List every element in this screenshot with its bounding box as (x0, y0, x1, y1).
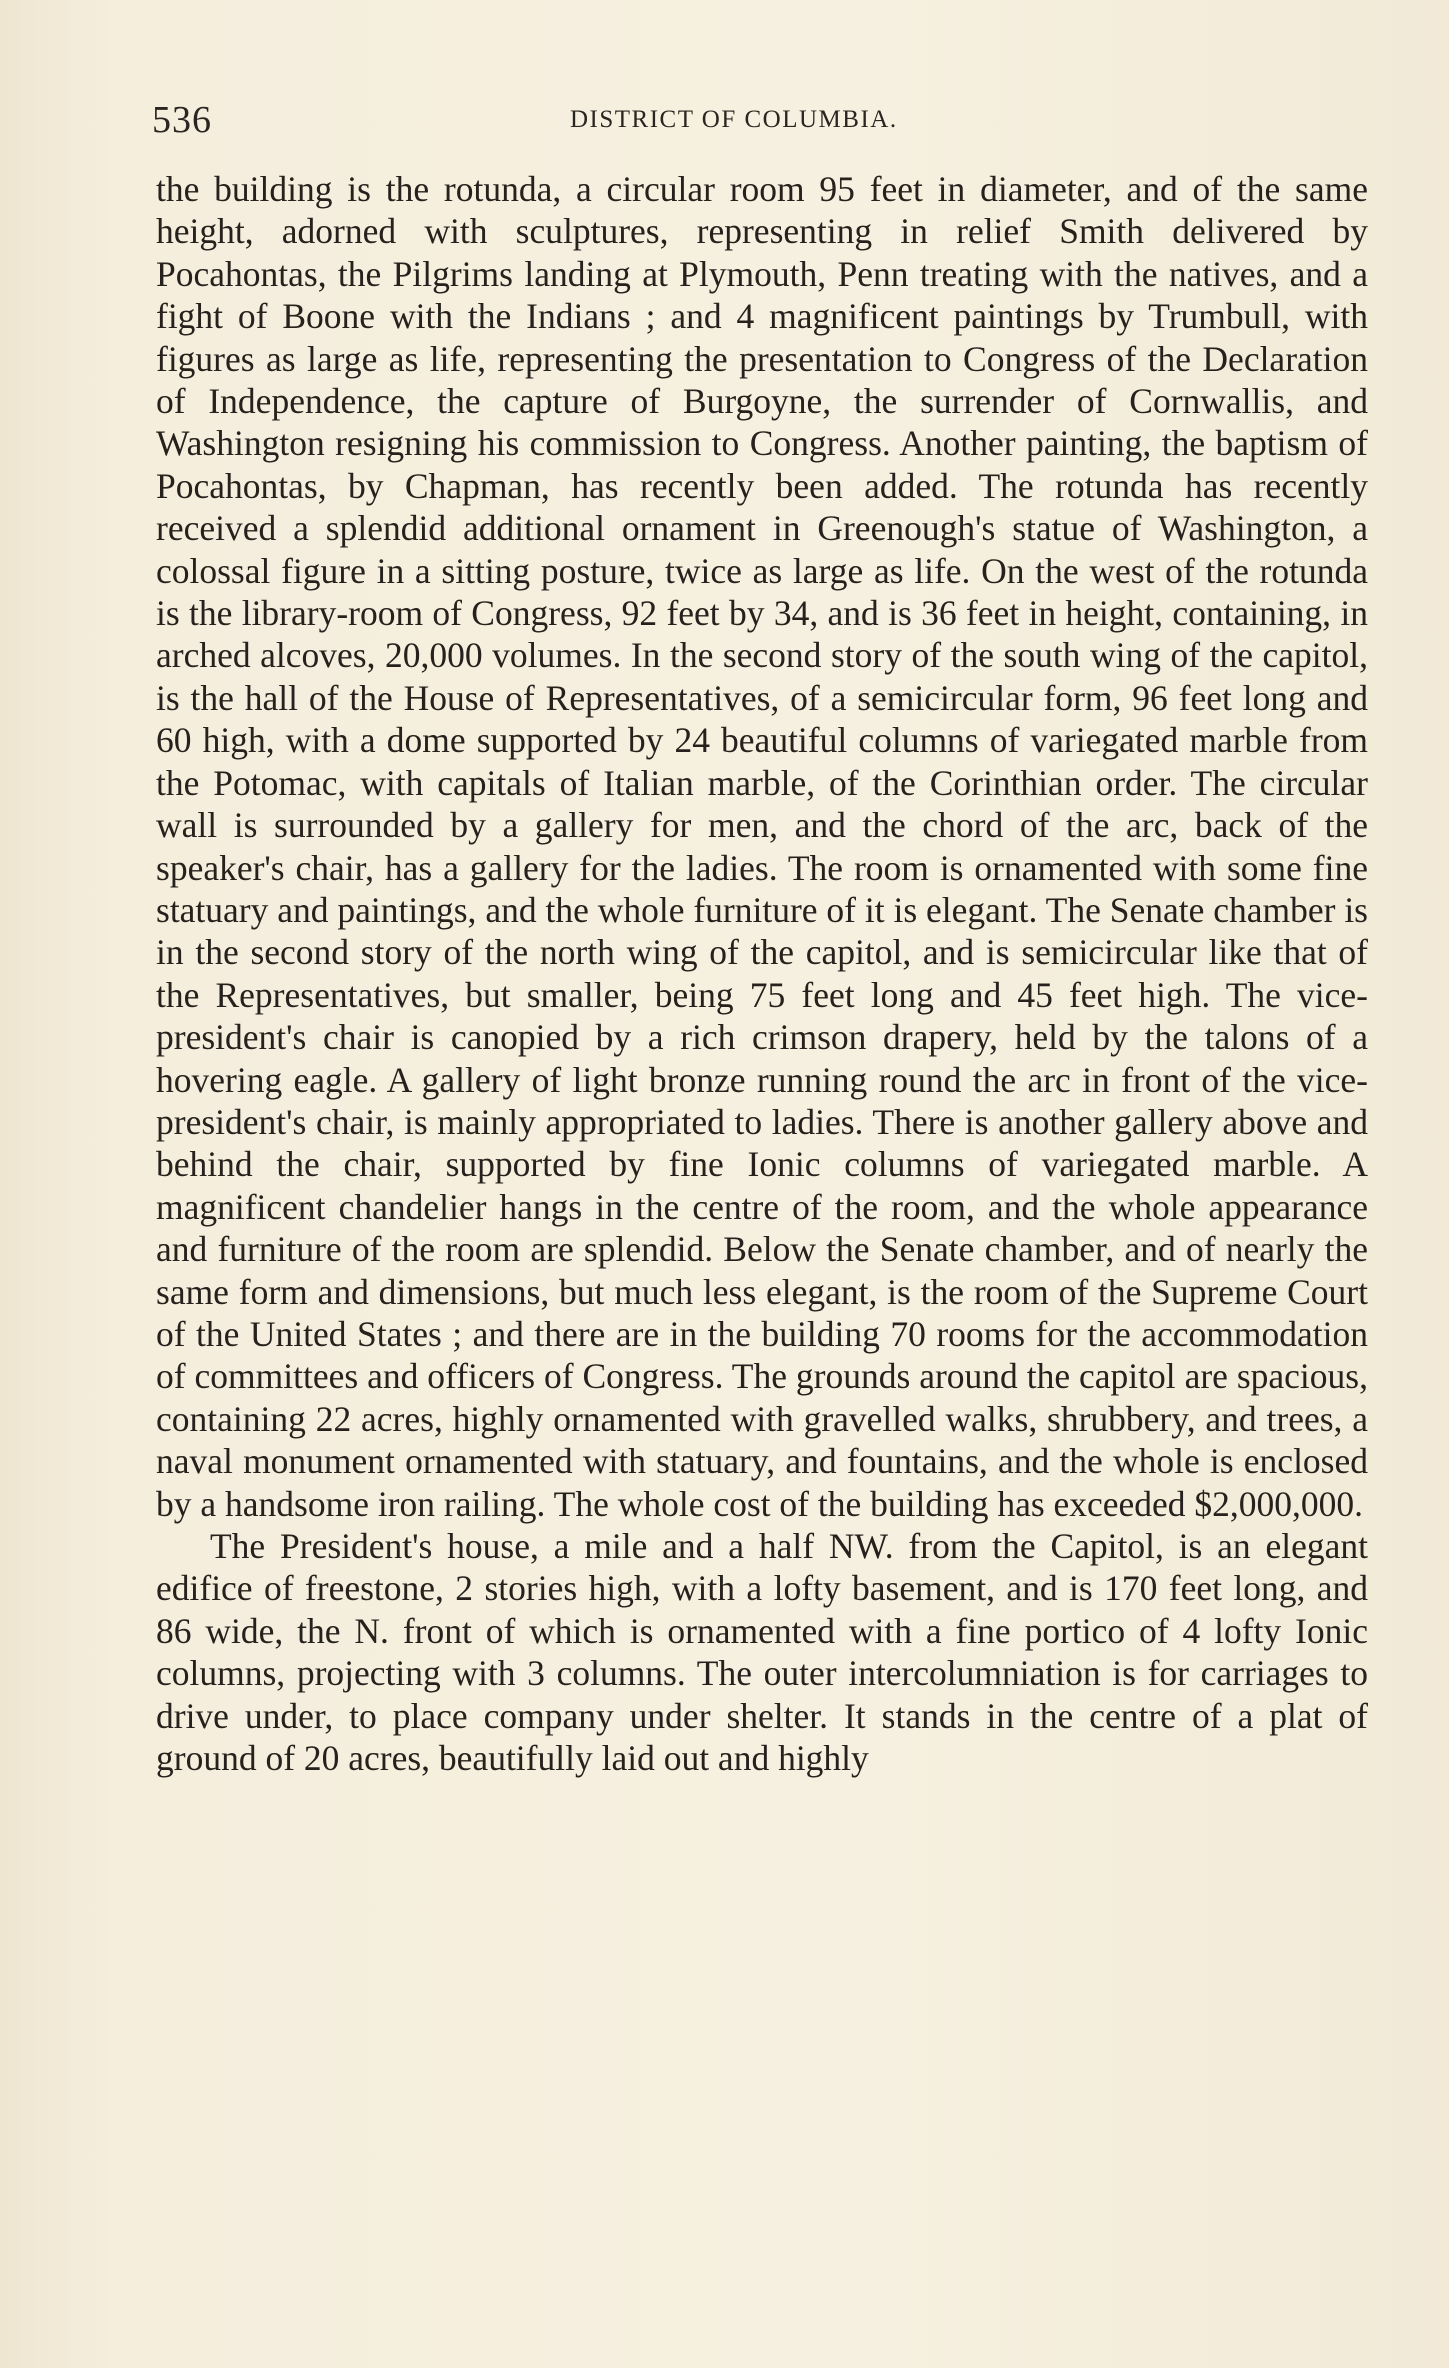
paragraph-presidents-house: The President's house, a mile and a half NW. from the Capitol, is an elegant edifice of freestone, 2 stories high, with a lofty basement, and is 170 feet long, and 86 wide, the N. front of which is ornamented with a fine portico of 4 lofty Ionic columns, projecting with 3 columns. The outer intercolumniation is for carriages to drive under, to place company under shelter. It stands in the centre of a plat of ground of 20 acres, beautifully laid out and highly (156, 1526, 1368, 1779)
paragraph-capitol: the building is the rotunda, a circular room 95 feet in diameter, and of the same height, adorned with sculptures, representing in relief Smith delivered by Pocahontas, the Pilgrims landing at Plymouth, Penn treating with the natives, and a fight of Boone with the Indians ; and 4 magnificent paintings by Trumbull, with figures as large as life, representing the presentation to Congress of the Declaration of Independence, the capture of Burgoyne, the surrender of Cornwallis, and Washington resigning his commission to Congress. Another painting, the baptism of Pocahontas, by Chapman, has recently been added. The rotunda has recently received a splendid additional ornament in Greenough's statue of Washington, a colossal figure in a sitting posture, twice as large as life. On the west of the rotunda is the library-room of Congress, 92 feet by 34, and is 36 feet in height, containing, in arched alcoves, 20,000 volumes. In the second story of the south wing of the capitol, is the hall of the House of Representatives, of a semicircular form, 96 feet long and 60 high, with a dome supported by 24 beautiful columns of variegated marble from the Potomac, with capitals of Italian marble, of the Corinthian order. The circular wall is surrounded by a gallery for men, and the chord of the arc, back of the speaker's chair, has a gallery for the ladies. The room is ornamented with some fine statuary and paintings, and the whole furniture of it is elegant. The Senate chamber is in the second story of the north wing of the capitol, and is semicircular like that of the Representatives, but smaller, being 75 feet long and 45 feet high. The vice-president's chair is canopied by a rich crimson drapery, held by the talons of a hovering eagle. A gallery of light bronze running round the arc in front of the vice-president's chair, is mainly appropriated to ladies. There is another gallery above and behind the chair, supported by fine Ionic columns of variegated marble. A magnificent chandelier hangs in the centre of the room, and the whole appearance and furniture of the room are splendid. Below the Senate chamber, and of nearly the same form and dimensions, but much less elegant, is the room of the Supreme Court of the United States ; and there are in the building 70 rooms for the accommodation of committees and officers of Congress. The grounds around the capitol are spacious, containing 22 acres, highly ornamented with gravelled walks, shrubbery, and trees, a naval monument ornamented with statuary, and fountains, and the whole is enclosed by a handsome iron railing. The whole cost of the building has exceeded $2,000,000. (156, 169, 1368, 1524)
page-header (152, 98, 1372, 148)
body-text (156, 168, 1368, 1779)
running-head: DISTRICT OF COLUMBIA. (570, 106, 898, 133)
page-number: 536 (152, 99, 212, 141)
